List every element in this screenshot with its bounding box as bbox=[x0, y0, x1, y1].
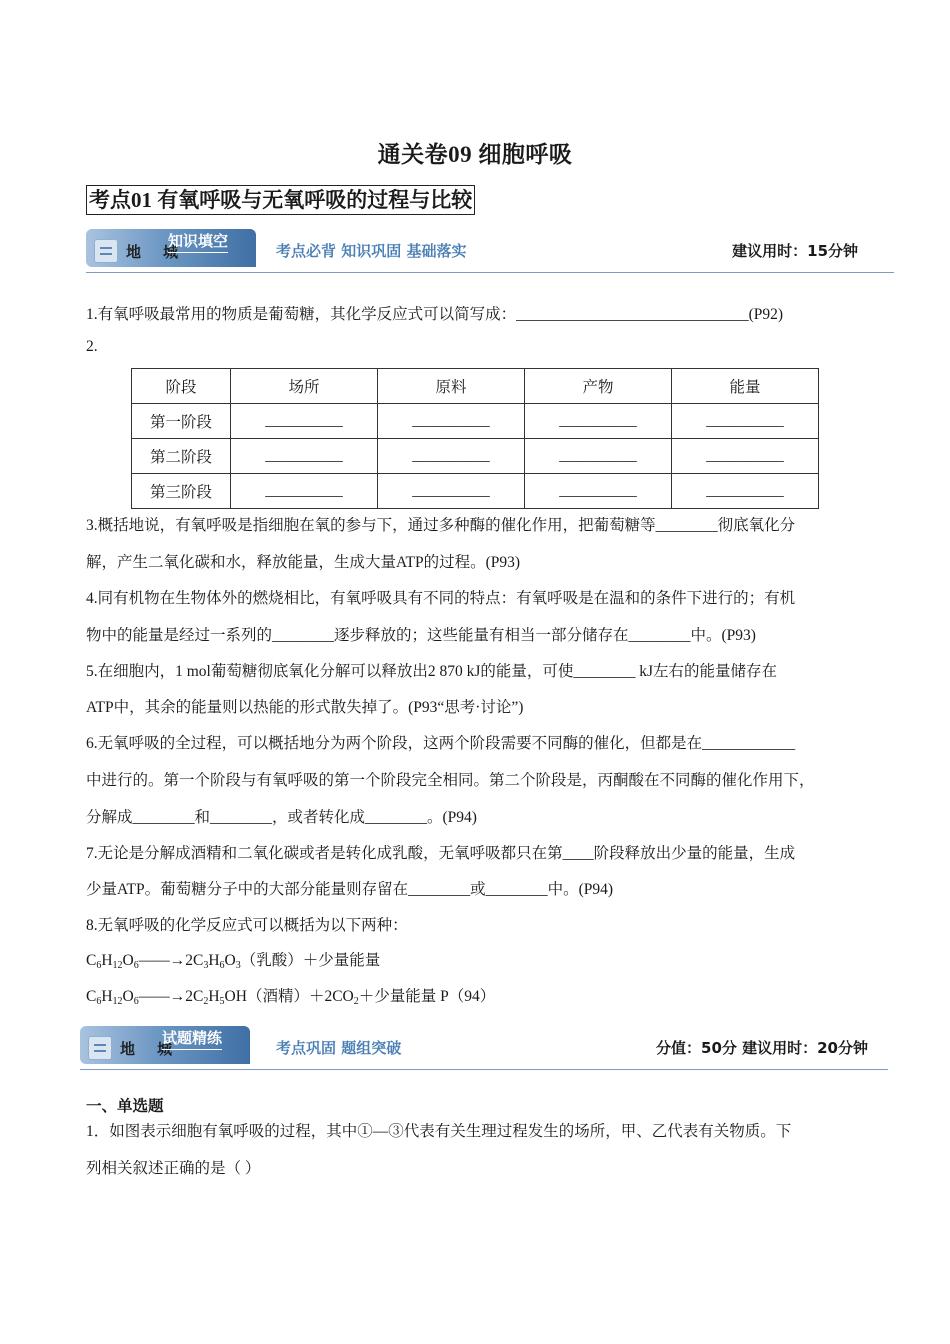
question-4-line-1: 4.同有机物在生物体外的燃烧相比，有氧呼吸具有不同的特点：有氧呼吸是在温和的条件下进行的；有机 bbox=[86, 590, 796, 607]
tab-watermark: 地城 bbox=[126, 243, 201, 261]
stage-table bbox=[131, 368, 819, 509]
banner-tab bbox=[86, 229, 256, 267]
table-row bbox=[132, 474, 819, 509]
table-cell: __________ bbox=[231, 404, 378, 439]
section-heading: 一、单选题 bbox=[86, 1097, 164, 1115]
question-8: 8.无氧呼吸的化学反应式可以概括为以下两种： bbox=[86, 917, 408, 934]
document-icon bbox=[94, 239, 118, 263]
banner-slogan: 考点必背 知识巩固 基础落实 bbox=[276, 242, 467, 260]
banner-tab bbox=[80, 1026, 250, 1064]
banner-slogan: 考点巩固 题组突破 bbox=[276, 1039, 402, 1057]
lactic-acid-equation: $C_6H_{12}O_6——\to 2C_3H_6O_3$（乳酸）＋少量能量 bbox=[86, 952, 381, 971]
table-cell: __________ bbox=[672, 404, 819, 439]
banner-rule bbox=[80, 1069, 888, 1071]
mcq-1-line-2: 列相关叙述正确的是（ ） bbox=[86, 1160, 261, 1177]
mcq-1-line-1: 1．如图表示细胞有氧呼吸的过程，其中①—③代表有关生理过程发生的场所，甲、乙代表有关物质。下 bbox=[86, 1123, 792, 1140]
table-cell: __________ bbox=[525, 474, 672, 509]
document-icon bbox=[88, 1036, 112, 1060]
table-row bbox=[132, 404, 819, 439]
banner-rule bbox=[86, 272, 894, 274]
question-2-label: 2. bbox=[86, 338, 98, 355]
table-cell: __________ bbox=[378, 474, 525, 509]
alcohol-equation: $C_6H_{12}O_6——\to 2C_2H_5OH$（酒精）$+2CO_2+$少量能量 P（94） bbox=[86, 988, 496, 1007]
table-header: 能量 bbox=[672, 369, 819, 404]
table-cell: __________ bbox=[525, 404, 672, 439]
question-7-line-1: 7.无论是分解成酒精和二氧化碳或者是转化成乳酸，无氧呼吸都只在第____阶段释放出少量的能量，生成 bbox=[86, 845, 796, 862]
score-and-time: 分值：50分 建议用时：20分钟 bbox=[656, 1039, 868, 1057]
table-cell: 第一阶段 bbox=[132, 404, 231, 439]
table-cell: 第二阶段 bbox=[132, 439, 231, 474]
table-cell: 第三阶段 bbox=[132, 474, 231, 509]
question-6-line-1: 6.无氧呼吸的全过程，可以概括地分为两个阶段，这两个阶段需要不同酶的催化，但都是在____________ bbox=[86, 735, 796, 752]
table-cell: __________ bbox=[672, 439, 819, 474]
tab-watermark: 地城 bbox=[120, 1040, 195, 1058]
question-6-line-3: 分解成________和________，或者转化成________。(P94) bbox=[86, 809, 477, 826]
question-3-line-2: 解，产生二氧化碳和水，释放能量，生成大量ATP的过程。(P93) bbox=[86, 554, 521, 571]
question-6-line-2: 中进行的。第一个阶段与有氧呼吸的第一个阶段完全相同。第二个阶段是，丙酮酸在不同酶的催化作用下， bbox=[86, 772, 815, 789]
table-header: 阶段 bbox=[132, 369, 231, 404]
question-1: 1.有氧呼吸最常用的物质是葡萄糖，其化学反应式可以简写成：______________________________(P92) bbox=[86, 306, 784, 323]
page-title: 通关卷09 细胞呼吸 bbox=[377, 142, 573, 167]
table-header-row bbox=[132, 369, 819, 404]
table-cell: __________ bbox=[231, 439, 378, 474]
table-cell: __________ bbox=[231, 474, 378, 509]
question-5-line-2: ATP中，其余的能量则以热能的形式散失掉了。(P93“思考·讨论”) bbox=[86, 699, 524, 716]
tab-title: 知识填空 bbox=[168, 230, 228, 253]
table-header: 产物 bbox=[525, 369, 672, 404]
table-cell: __________ bbox=[525, 439, 672, 474]
question-7-line-2: 少量ATP。葡萄糖分子中的大部分能量则存留在________或________中。(P94) bbox=[86, 881, 614, 898]
topic-heading: 考点01 有氧呼吸与无氧呼吸的过程与比较 bbox=[86, 185, 475, 215]
table-cell: __________ bbox=[378, 404, 525, 439]
table-header: 原料 bbox=[378, 369, 525, 404]
table-cell: __________ bbox=[672, 474, 819, 509]
exercise-banner bbox=[80, 1026, 888, 1070]
question-3-line-1: 3.概括地说，有氧呼吸是指细胞在氧的参与下，通过多种酶的催化作用，把葡萄糖等________彻底氧化分 bbox=[86, 517, 796, 534]
table-header: 场所 bbox=[231, 369, 378, 404]
table-cell: __________ bbox=[378, 439, 525, 474]
knowledge-fill-banner bbox=[86, 229, 894, 273]
tab-title: 试题精练 bbox=[162, 1027, 222, 1050]
question-4-line-2: 物中的能量是经过一系列的________逐步释放的；这些能量有相当一部分储存在________中。(P93) bbox=[86, 627, 756, 644]
question-5-line-1: 5.在细胞内，1 mol葡萄糖彻底氧化分解可以释放出2 870 kJ的能量，可使________ kJ左右的能量储存在 bbox=[86, 663, 778, 680]
table-row bbox=[132, 439, 819, 474]
suggested-time: 建议用时：15分钟 bbox=[732, 242, 858, 260]
